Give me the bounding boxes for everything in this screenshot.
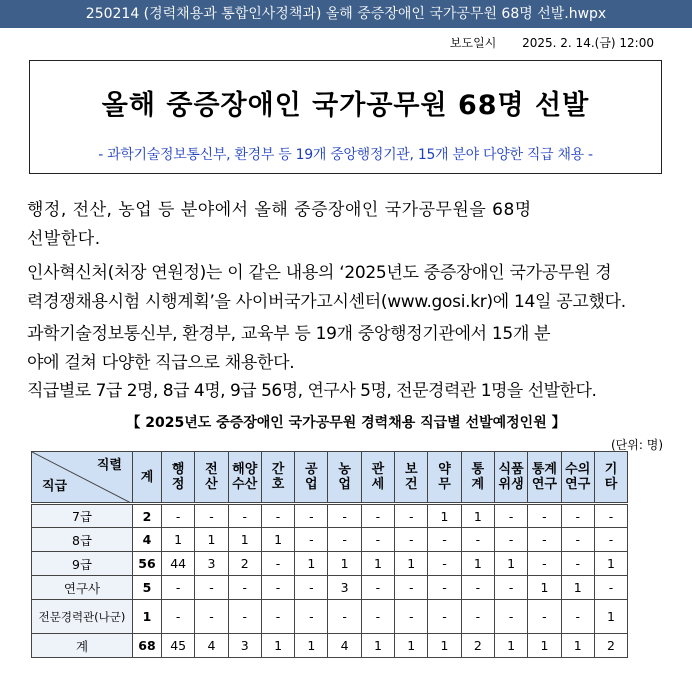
table-unit: (단위: 명) [611, 438, 663, 452]
headline-subtitle: - 과학기술정보통신부, 환경부 등 19개 중앙행정기관, 15개 분야 다양한 직급 채용 - [98, 147, 593, 163]
table-cell: 56 [133, 552, 162, 576]
column-header: 약 무 [428, 452, 461, 504]
paragraph-announcement [27, 259, 667, 317]
table-cell: - [561, 504, 594, 528]
table-cell: - [594, 504, 627, 528]
table-cell: - [594, 576, 627, 600]
table-cell: 3 [328, 576, 361, 600]
table-cell: - [428, 552, 461, 576]
table-cell: 4 [133, 528, 162, 552]
table-cell: 1 [528, 634, 561, 658]
corner-top-label: 직렬 [96, 458, 122, 473]
table-cell: 1 [594, 552, 627, 576]
column-header: 해양 수산 [228, 452, 261, 504]
table-cell: - [361, 504, 394, 528]
table-cell: 4 [195, 634, 228, 658]
table-cell: - [494, 528, 527, 552]
table-cell: - [195, 576, 228, 600]
table-cell: - [561, 600, 594, 634]
table-cell: 1 [395, 552, 428, 576]
table-row [32, 576, 661, 600]
table-cell: - [261, 600, 294, 634]
table-cell: - [261, 552, 294, 576]
table-cell: 4 [328, 634, 361, 658]
column-header: 보 건 [395, 452, 428, 504]
table-cell: - [295, 576, 328, 600]
paragraph-line: 과학기술정보통신부, 환경부, 교육부 등 19개 중앙행정기관에서 15개 분 [27, 324, 551, 344]
release-label: 보도일시 [449, 36, 497, 50]
table-cell: 1 [461, 504, 494, 528]
table-cell: 1 [561, 576, 594, 600]
paragraph-line: 인사혁신처(처장 연원정)는 이 같은 내용의 ‘2025년도 중증장애인 국가공무원 경 [27, 263, 612, 283]
table-cell: - [561, 528, 594, 552]
table-cell: 1 [133, 600, 162, 634]
table-cell: - [494, 576, 527, 600]
table-cell: - [528, 528, 561, 552]
table-cell: - [162, 600, 195, 634]
table-body [32, 504, 661, 658]
table-cell: - [328, 600, 361, 634]
release-datetime: 2025. 2. 14.(금) 12:00 [522, 36, 654, 50]
table-cell: - [328, 504, 361, 528]
column-header: 기 타 [594, 452, 627, 504]
table-cell: - [295, 600, 328, 634]
table-cell: - [295, 504, 328, 528]
column-header: 공 업 [295, 452, 328, 504]
table-cell: - [494, 600, 527, 634]
table-cell: 1 [461, 552, 494, 576]
table-cell: - [195, 504, 228, 528]
recruitment-table [31, 451, 661, 658]
column-header: 통계 연구 [528, 452, 561, 504]
table-cell: 3 [195, 552, 228, 576]
paragraph-agencies [27, 320, 667, 378]
table-cell: - [228, 504, 261, 528]
table-cell: 1 [261, 634, 294, 658]
column-header: 행 정 [162, 452, 195, 504]
table-cell: - [261, 576, 294, 600]
table-cell: - [395, 576, 428, 600]
table-cell: - [395, 600, 428, 634]
table-row [32, 504, 661, 528]
row-label: 연구사 [32, 576, 133, 600]
table-row [32, 634, 661, 658]
table-cell: 1 [195, 528, 228, 552]
paragraph-line: 야에 걸쳐 다양한 직급으로 채용한다. [27, 353, 295, 373]
paragraph-grades [27, 377, 667, 406]
table-cell: 1 [295, 552, 328, 576]
window-title-bar [0, 0, 692, 28]
paragraph-line: 선발한다. [27, 229, 101, 249]
paragraph-line: 력경쟁채용시험 시행계획’을 사이버국가고시센터(www.gosi.kr)에 14일 공고했다. [27, 292, 626, 312]
column-header: 간 호 [261, 452, 294, 504]
table-cell: - [295, 528, 328, 552]
table-cell: - [494, 504, 527, 528]
table-cell: 1 [361, 634, 394, 658]
table-title: 【 2025년도 중증장애인 국가공무원 경력채용 직급별 선발예정인원 】 [126, 415, 566, 431]
column-header: 수의 연구 [561, 452, 594, 504]
table-cell: - [228, 600, 261, 634]
table-row [32, 528, 661, 552]
table-cell: 1 [328, 552, 361, 576]
table-cell: 1 [261, 528, 294, 552]
table-cell: - [361, 600, 394, 634]
row-label: 전문경력관(나군) [32, 600, 133, 634]
table-cell: 1 [428, 634, 461, 658]
table-cell: - [461, 528, 494, 552]
table-cell: 2 [594, 634, 627, 658]
corner-bottom-label: 직급 [42, 479, 68, 494]
table-cell: - [361, 576, 394, 600]
table-cell: 45 [162, 634, 195, 658]
table-cell: 1 [528, 576, 561, 600]
paragraph-line: 행정, 전산, 농업 등 분야에서 올해 중증장애인 국가공무원을 68명 [27, 200, 532, 220]
table-cell: - [594, 528, 627, 552]
column-header: 식품 위생 [494, 452, 527, 504]
table-cell: - [561, 552, 594, 576]
table-cell: - [195, 600, 228, 634]
table-cell: 5 [133, 576, 162, 600]
table-cell: 2 [461, 634, 494, 658]
table-cell: - [461, 576, 494, 600]
row-label: 8급 [32, 528, 133, 552]
headline-title: 올해 중증장애인 국가공무원 68명 선발 [101, 90, 590, 121]
column-header: 계 [133, 452, 162, 504]
table-cell: 1 [494, 634, 527, 658]
table-cell: - [395, 504, 428, 528]
table-cell: 2 [133, 504, 162, 528]
table-cell: 68 [133, 634, 162, 658]
table-corner-cell [32, 452, 133, 504]
table-cell: - [428, 576, 461, 600]
table-cell: 1 [561, 634, 594, 658]
table-cell: - [528, 600, 561, 634]
table-cell: - [162, 576, 195, 600]
table-row [32, 552, 661, 576]
table-cell: - [228, 576, 261, 600]
table-cell: 1 [428, 504, 461, 528]
table-cell: - [395, 528, 428, 552]
row-label: 7급 [32, 504, 133, 528]
table-cell: 1 [295, 634, 328, 658]
window-title: 250214 (경력채용과 통합인사정책과) 올해 중증장애인 국가공무원 68명 선발.hwpx [85, 6, 607, 22]
column-header: 농 업 [328, 452, 361, 504]
table-cell: - [261, 504, 294, 528]
release-info [428, 34, 654, 51]
table-row [32, 600, 661, 634]
table-cell: 2 [228, 552, 261, 576]
table-cell: - [528, 552, 561, 576]
table-cell: 1 [228, 528, 261, 552]
row-label: 계 [32, 634, 133, 658]
column-header: 관 세 [361, 452, 394, 504]
table-cell: - [428, 600, 461, 634]
row-label: 9급 [32, 552, 133, 576]
column-header: 통 계 [461, 452, 494, 504]
table-cell: - [361, 528, 394, 552]
table-cell: 1 [594, 600, 627, 634]
table-cell: - [328, 528, 361, 552]
table-cell: 1 [395, 634, 428, 658]
table-cell: - [428, 528, 461, 552]
table-cell: - [162, 504, 195, 528]
table-cell: 3 [228, 634, 261, 658]
headline-box [29, 60, 662, 174]
table-cell: - [528, 504, 561, 528]
table-cell: 44 [162, 552, 195, 576]
table-cell: 1 [361, 552, 394, 576]
paragraph-line: 직급별로 7급 2명, 8급 4명, 9급 56명, 연구사 5명, 전문경력관 1명을 선발한다. [27, 381, 597, 401]
table-header-row [32, 452, 661, 504]
paragraph-summary [27, 196, 667, 254]
table-cell: 1 [494, 552, 527, 576]
table-cell: - [461, 600, 494, 634]
table-cell: 1 [162, 528, 195, 552]
column-header: 전 산 [195, 452, 228, 504]
